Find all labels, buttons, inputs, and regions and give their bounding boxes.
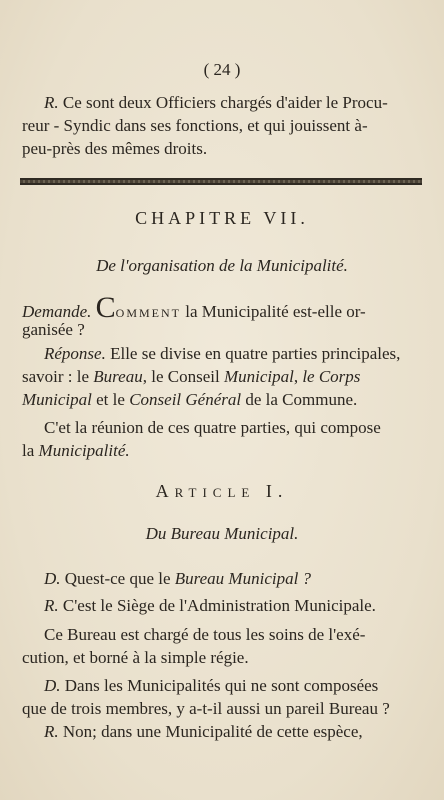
question-line-2: ganisée ? (22, 320, 85, 339)
answer-label: R. (44, 596, 59, 615)
reply-fragment: savoir : le (22, 367, 94, 386)
reply-fragment: Conseil Général (129, 390, 242, 409)
question-emphasis: Bureau Municipal ? (174, 569, 312, 588)
answer-3 (44, 722, 363, 742)
paragraph-3-line-1: Ce Bureau est chargé de tous les soins de l'exé- (44, 625, 366, 644)
question-label: Demande. (22, 302, 92, 321)
answer-text: Ce sont deux Officiers chargés d'aider le Procu- (58, 93, 388, 112)
question-text: la Municipalité est-elle or- (181, 302, 366, 321)
reply-line-2 (22, 367, 360, 387)
answer-2 (44, 596, 376, 616)
article-initial: A (155, 481, 175, 501)
answer-label: R. (44, 93, 59, 112)
article-heading (0, 481, 444, 503)
reply-fragment: et le (91, 390, 130, 409)
chapter-subtitle: De l'organisation de la Municipalité. (96, 256, 348, 275)
reply-fragment: , (293, 367, 303, 386)
chapter-title: CHAPITRE VII. (135, 208, 309, 228)
answer-line-2: reur - Syndic dans ses fonctions, et qui jouissent à- (22, 116, 368, 135)
reply-line-3 (22, 390, 357, 410)
question-text: Quest-ce que le (60, 569, 175, 588)
reply-text: Elle se divise en quatre parties principales, (105, 344, 401, 363)
question-label: D. (44, 676, 61, 695)
question-2 (44, 569, 311, 589)
question-label: D. (44, 569, 61, 588)
paragraph-line-2 (22, 441, 130, 461)
page-number: ( 24 ) (203, 60, 241, 79)
drop-cap: C (95, 291, 116, 324)
answer-label: R. (44, 722, 59, 741)
question-text: Dans les Municipalités qui ne sont composées (60, 676, 379, 695)
answer-text: Non; dans une Municipalité de cette espèce, (58, 722, 363, 741)
reply-fragment: Bureau (93, 367, 143, 386)
article-subtitle: Du Bureau Municipal. (145, 524, 299, 543)
reply-line-1 (44, 344, 400, 364)
paragraph-line-1: C'et la réunion de ces quatre parties, qui compose (44, 418, 381, 437)
article-word: RTICLE (174, 485, 256, 500)
paragraph-fragment: la (22, 441, 39, 460)
paragraph-fragment: Municipalité. (38, 441, 130, 460)
reply-label: Réponse. (44, 344, 106, 363)
answer-text: C'est le Siège de l'Administration Municipale. (58, 596, 376, 615)
reply-fragment: , le Conseil (142, 367, 224, 386)
question-3-line-2: que de trois membres, y a-t-il aussi un pareil Bureau ? (22, 699, 390, 718)
paragraph-3-line-2: cution, et borné à la simple régie. (22, 648, 249, 667)
reply-fragment: de la Commune. (241, 390, 358, 409)
reply-fragment: Municipal (223, 367, 294, 386)
reply-fragment: Municipal (22, 390, 92, 409)
article-number: I. (255, 481, 289, 501)
answer-line-3: peu-près des mêmes droits. (22, 139, 208, 158)
question-3-line-1 (44, 676, 378, 696)
ornamental-rule (20, 178, 422, 185)
small-caps-word: OMMENT (115, 306, 182, 320)
reply-fragment: le Corps (302, 367, 361, 386)
answer-line-1 (44, 93, 388, 113)
